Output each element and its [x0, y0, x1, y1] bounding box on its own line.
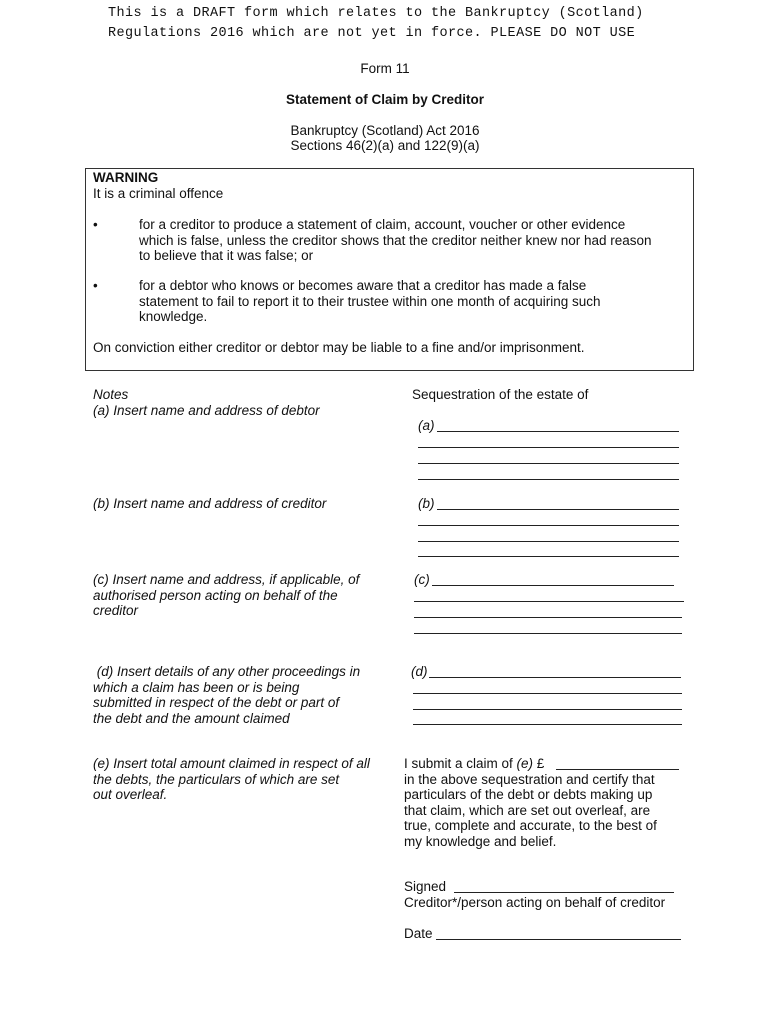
date-label: Date: [404, 926, 433, 941]
claim-currency: £: [533, 756, 545, 771]
claim-prefix: I submit a claim of: [404, 756, 517, 771]
notes-heading: Notes: [93, 387, 129, 402]
other-proceedings-line-4[interactable]: [413, 724, 682, 725]
bullet-2-line-2: statement to fail to report it to their trustee within one month of acquiring such: [139, 294, 601, 309]
other-proceedings-line-3[interactable]: [413, 709, 682, 710]
creditor-line-1[interactable]: [437, 509, 679, 510]
claim-amount-field[interactable]: [556, 769, 679, 770]
act-reference: Bankruptcy (Scotland) Act 2016: [290, 123, 480, 138]
draft-notice-line-2: Regulations 2016 which are not yet in force. PLEASE DO NOT USE: [108, 26, 636, 41]
note-e-line-2: the debts, the particulars of which are set: [93, 772, 340, 787]
field-b-label: (b): [418, 496, 435, 511]
claim-line-6: my knowledge and belief.: [404, 834, 557, 849]
bullet-2-symbol: •: [93, 278, 98, 293]
claim-line-3: particulars of the debt or debts making up: [404, 787, 653, 802]
bullet-1-symbol: •: [93, 217, 98, 232]
claim-marker: (e): [516, 756, 534, 771]
note-b: (b) Insert name and address of creditor: [93, 496, 327, 511]
authorised-person-line-1[interactable]: [432, 585, 674, 586]
note-c-line-2: authorised person acting on behalf of the: [93, 588, 338, 603]
bullet-2-line-3: knowledge.: [139, 309, 208, 324]
authorised-person-line-3[interactable]: [414, 617, 682, 618]
other-proceedings-line-1[interactable]: [429, 677, 681, 678]
claim-line-2: in the above sequestration and certify that: [404, 772, 655, 787]
field-c-label: (c): [414, 572, 430, 587]
bullet-2-line-1: for a debtor who knows or becomes aware that a creditor has made a false: [139, 278, 587, 293]
warning-heading: WARNING: [93, 170, 159, 185]
other-proceedings-line-2[interactable]: [413, 693, 682, 694]
note-e-line-1: (e) Insert total amount claimed in respect of all: [93, 756, 370, 771]
claim-line-4: that claim, which are set out overleaf, are: [404, 803, 651, 818]
note-c-line-3: creditor: [93, 603, 139, 618]
creditor-line-2[interactable]: [418, 525, 679, 526]
note-d-line-2: which a claim has been or is being: [93, 680, 300, 695]
field-a-label: (a): [418, 418, 435, 433]
debtor-line-1[interactable]: [437, 431, 679, 432]
form-title: Statement of Claim by Creditor: [285, 92, 485, 107]
note-a: (a) Insert name and address of debtor: [93, 403, 320, 418]
note-e-line-3: out overleaf.: [93, 787, 168, 802]
note-d-line-4: the debt and the amount claimed: [93, 711, 290, 726]
claim-line-5: true, complete and accurate, to the best of: [404, 818, 657, 833]
conviction-note: On conviction either creditor or debtor may be liable to a fine and/or imprisonment.: [93, 340, 585, 355]
draft-notice-line-1: This is a DRAFT form which relates to the Bankruptcy (Scotland): [108, 6, 644, 21]
authorised-person-line-4[interactable]: [414, 633, 682, 634]
bullet-1-line-2: which is false, unless the creditor shows that the creditor neither knew nor had reason: [139, 233, 652, 248]
form-number: Form 11: [360, 61, 410, 76]
sequestration-label: Sequestration of the estate of: [412, 387, 589, 402]
signatory-role: Creditor*/person acting on behalf of creditor: [404, 895, 666, 910]
authorised-person-line-2[interactable]: [414, 601, 684, 602]
field-d-label: (d): [411, 664, 428, 679]
signed-label: Signed: [404, 879, 450, 894]
signature-field[interactable]: [454, 892, 674, 893]
debtor-line-4[interactable]: [418, 479, 679, 480]
warning-intro: It is a criminal offence: [93, 186, 224, 201]
bullet-1-line-3: to believe that it was false; or: [139, 248, 314, 263]
note-d-line-3: submitted in respect of the debt or part of: [93, 695, 340, 710]
creditor-line-4[interactable]: [418, 556, 679, 557]
bullet-1-line-1: for a creditor to produce a statement of claim, account, voucher or other evidence: [139, 217, 626, 232]
claim-line-1: [404, 756, 544, 771]
note-d-line-1: (d) Insert details of any other proceedings in: [93, 664, 361, 679]
note-c-line-1: (c) Insert name and address, if applicable, of: [93, 572, 360, 587]
creditor-line-3[interactable]: [418, 541, 679, 542]
sections-reference: Sections 46(2)(a) and 122(9)(a): [290, 138, 480, 153]
date-field[interactable]: [436, 939, 681, 940]
debtor-line-3[interactable]: [418, 463, 679, 464]
debtor-line-2[interactable]: [418, 447, 679, 448]
